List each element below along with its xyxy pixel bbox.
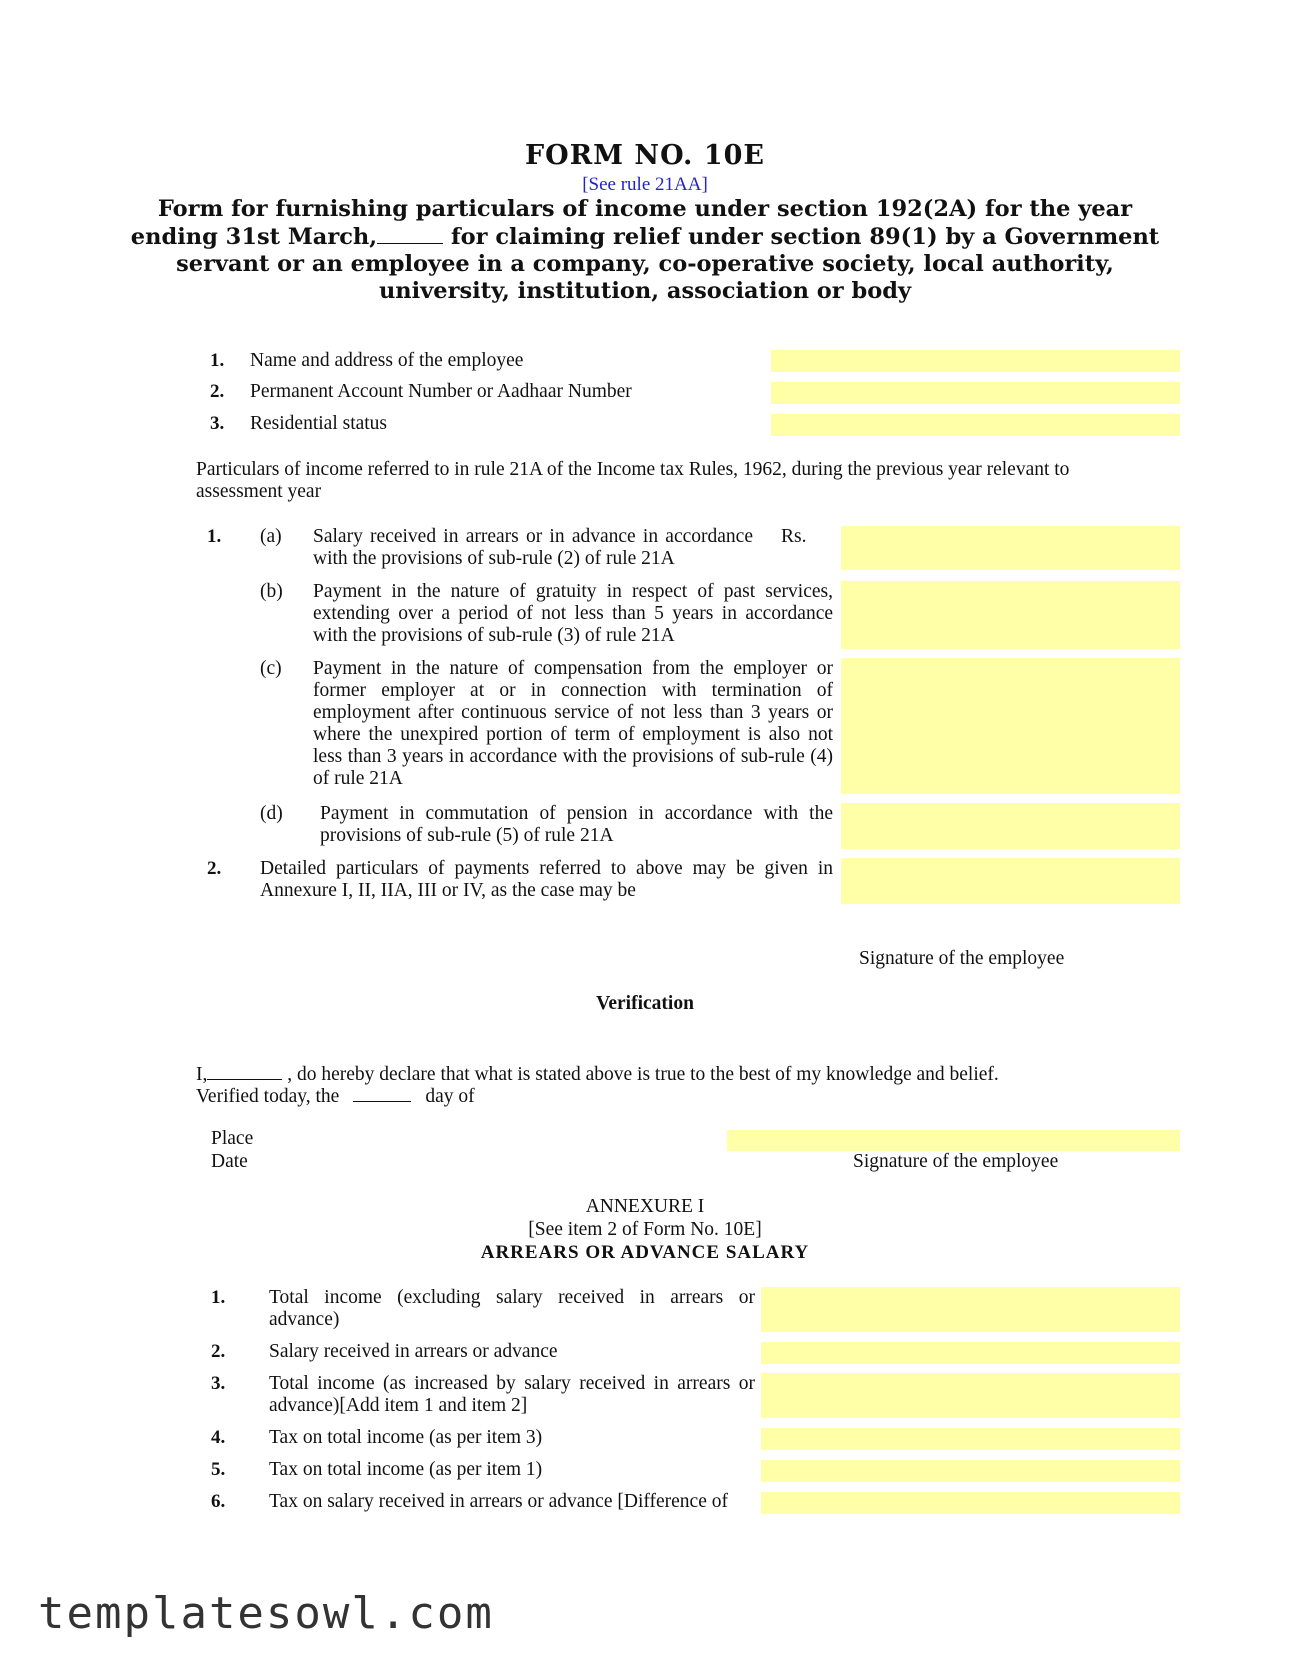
annexure-item-5-text: Tax on total income (as per item 1): [269, 1459, 543, 1480]
annexure-heading: ARREARS OR ADVANCE SALARY: [480, 1242, 810, 1263]
annexure-item-1-number: 1.: [211, 1287, 226, 1308]
annexure-item-3-text: Total income (as increased by salary received in arrears or advance)[Add item 1 and item 2]: [269, 1373, 755, 1416]
annexure-item-2-text: Salary received in arrears or advance: [269, 1341, 558, 1362]
total-income-excluding-field[interactable]: [761, 1287, 1180, 1332]
declaration-prefix: I,: [196, 1064, 208, 1085]
place-field[interactable]: [727, 1130, 1180, 1151]
verified-today-prefix: Verified today, the: [196, 1086, 340, 1107]
day-blank[interactable]: [353, 1083, 411, 1102]
annexure-item-4-number: 4.: [211, 1427, 226, 1448]
particulars-b-text: Payment in the nature of gratuity in respect of past services, extending over a period of not less than 5 years in accordance with the provisions of sub-rule (3) of rule 21A: [313, 581, 833, 646]
arrears-advance-salary-field[interactable]: [841, 526, 1180, 570]
annexure-item-1-text: Total income (excluding salary received in arrears or advance): [269, 1287, 755, 1330]
particulars-a-letter: (a): [260, 526, 282, 547]
employee-name-address-label: Name and address of the employee: [250, 350, 524, 371]
subtitle-line-2b: for claiming relief under section 89(1) by a Government: [443, 224, 1160, 250]
subtitle-line-3: servant or an employee in a company, co-operative society, local authority,: [176, 251, 1114, 277]
annexure-item-5-number: 5.: [211, 1459, 226, 1480]
detailed-particulars-field[interactable]: [841, 858, 1180, 904]
annexure-item-6-text: Tax on salary received in arrears or advance [Difference of: [269, 1491, 728, 1512]
particulars-c-text: Payment in the nature of compensation from the employer or former employer at or in connection with termination of employment after continuous service of not less than 3 years or where the unexpired portion of term of employment is also not less than 3 years in accordance with the provisions of sub-rule (4) of rule 21A: [313, 658, 833, 789]
particulars-item-2-number: 2.: [207, 858, 222, 879]
subtitle-line-4: university, institution, association or body: [378, 278, 912, 304]
gratuity-field[interactable]: [841, 581, 1180, 649]
tax-item1-field[interactable]: [761, 1460, 1180, 1482]
form-title: FORM NO. 10E: [525, 140, 765, 171]
annexure-item-3-number: 3.: [211, 1373, 226, 1394]
date-label: Date: [211, 1151, 248, 1172]
residential-status-field[interactable]: [771, 414, 1180, 436]
verified-today-suffix: day of: [425, 1086, 475, 1107]
commutation-pension-field[interactable]: [841, 803, 1180, 849]
tax-item3-field[interactable]: [761, 1428, 1180, 1450]
annexure-item-4-text: Tax on total income (as per item 3): [269, 1427, 543, 1448]
pan-aadhaar-field[interactable]: [771, 382, 1180, 404]
particulars-a-text: Salary received in arrears or in advance in accordance with the provisions of sub-rule (2) of rule 21A: [313, 526, 753, 569]
particulars-item-1-number: 1.: [207, 526, 222, 547]
particulars-b-letter: (b): [260, 581, 283, 602]
verification-signature-label: Signature of the employee: [853, 1151, 1059, 1172]
annexure-item-2-number: 2.: [211, 1341, 226, 1362]
place-label: Place: [211, 1128, 254, 1149]
particulars-item-2-text: Detailed particulars of payments referred to above may be given in Annexure I, II, IIA, III or IV, as the case may be: [260, 858, 833, 901]
employee-item-1-number: 1.: [210, 350, 225, 371]
particulars-c-letter: (c): [260, 658, 282, 679]
subtitle-line-2: [0, 223, 1290, 251]
year-blank[interactable]: [377, 223, 443, 244]
annexure-item-6-number: 6.: [211, 1491, 226, 1512]
declaration-text: , do hereby declare that what is stated above is true to the best of my knowledge and belief.: [282, 1064, 999, 1085]
particulars-intro: Particulars of income referred to in rule 21A of the Income tax Rules, 1962, during the previous year relevant to assessment year: [196, 459, 1070, 502]
declarant-name-blank[interactable]: [207, 1061, 282, 1080]
signature-label: Signature of the employee: [859, 948, 1065, 969]
verification-heading: Verification: [596, 993, 694, 1014]
total-income-increased-field[interactable]: [761, 1373, 1180, 1418]
employee-item-2-number: 2.: [210, 381, 225, 402]
verified-today-line: [196, 1083, 475, 1108]
subtitle-line-1: Form for furnishing particulars of income under section 192(2A) for the year: [157, 196, 1133, 222]
annexure-title: ANNEXURE I: [585, 1196, 705, 1217]
pan-aadhaar-label: Permanent Account Number or Aadhaar Number: [250, 381, 632, 402]
employee-name-address-field[interactable]: [771, 350, 1180, 372]
annexure-see-item: [See item 2 of Form No. 10E]: [528, 1219, 762, 1240]
form-subtitle: [0, 196, 1290, 305]
subtitle-line-2a: ending 31st March,: [130, 224, 378, 250]
see-rule-reference: [See rule 21AA]: [582, 174, 708, 195]
tax-difference-field[interactable]: [761, 1492, 1180, 1514]
particulars-d-letter: (d): [260, 803, 283, 824]
particulars-d-text: Payment in commutation of pension in accordance with the provisions of sub-rule (5) of rule 21A: [320, 803, 833, 846]
currency-label: Rs.: [781, 526, 807, 547]
salary-arrears-field[interactable]: [761, 1342, 1180, 1364]
compensation-field[interactable]: [841, 658, 1180, 794]
residential-status-label: Residential status: [250, 413, 388, 434]
employee-item-3-number: 3.: [210, 413, 225, 434]
watermark: templatesowl.com: [38, 1588, 494, 1639]
